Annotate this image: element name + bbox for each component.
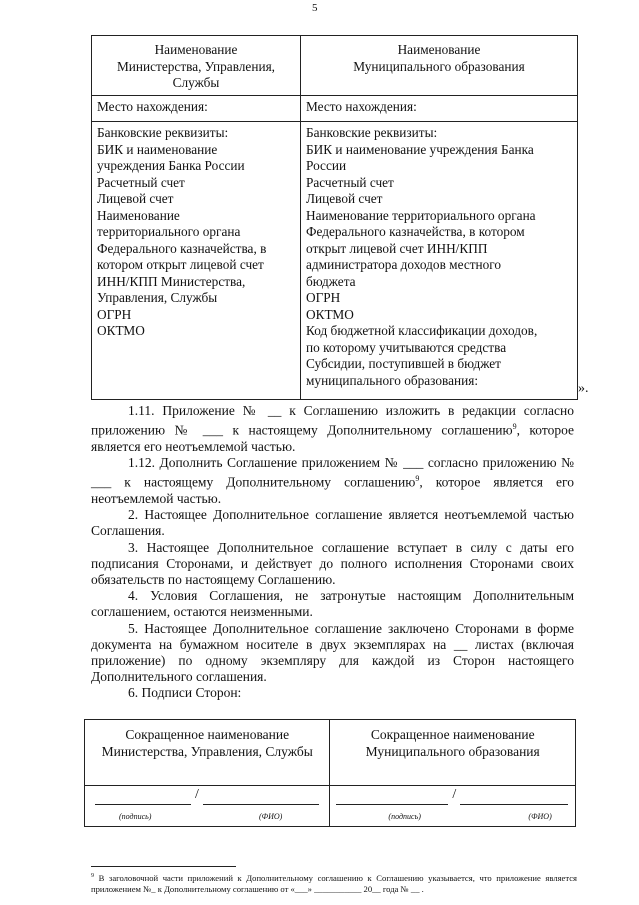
ministry-header-cell: Наименование Министерства, Управления, Службы bbox=[92, 36, 301, 96]
municipality-header-cell: Наименование Муниципального образования bbox=[301, 36, 578, 96]
signature-slash: / bbox=[452, 787, 457, 802]
signature-caption: (подпись) bbox=[388, 812, 421, 821]
footnote-ref: 9 bbox=[415, 474, 420, 484]
footnote-text: В заголовочной части приложений к Дополнительному соглашению к Соглашению указывается, что приложение является приложением №_ к Дополнительному соглашению от «___» ___________ 20__ года № __ . bbox=[91, 872, 577, 894]
municipality-address-cell: Место нахождения: bbox=[301, 96, 578, 122]
ministry-address-cell: Место нахождения: bbox=[92, 96, 301, 122]
municipality-short-name-cell: Сокращенное наименование Муниципального образования bbox=[330, 720, 576, 786]
signature-caption: (подпись) bbox=[119, 812, 152, 821]
clause-6: 6. Подписи Сторон: bbox=[128, 685, 242, 701]
footnote-separator bbox=[91, 866, 236, 867]
clause-4: 4. Условия Соглашения, не затронутые настоящим Дополнительным соглашением, остаются неизменными. bbox=[91, 588, 574, 620]
clause-5: 5. Настоящее Дополнительное соглашение заключено Сторонами в форме документа на бумажном носителе в двух экземплярах на __ листах (включая приложение) по одному экземпляру для каждой из Сторон настоящего Дополнительного соглашения. bbox=[91, 620, 574, 685]
fio-caption: (ФИО) bbox=[528, 812, 552, 821]
signature-table bbox=[84, 719, 576, 827]
municipality-signature-cell bbox=[330, 786, 576, 827]
signature-slash: / bbox=[195, 787, 199, 802]
fio-line bbox=[203, 790, 319, 805]
signature-line bbox=[336, 790, 448, 805]
requisites-table bbox=[91, 35, 578, 400]
clause-3: 3. Настоящее Дополнительное соглашение вступает в силу с даты его подписания Сторонами, и действует до полного исполнения Сторонами своих обязательств по настоящему Соглашению. bbox=[91, 539, 574, 588]
footnote bbox=[91, 871, 577, 895]
fio-line bbox=[460, 790, 568, 805]
footnote-ref: 9 bbox=[512, 422, 517, 432]
clause-2: 2. Настоящее Дополнительное соглашение является неотъемлемой частью Соглашения. bbox=[91, 507, 574, 539]
clauses-body bbox=[91, 403, 574, 702]
ministry-short-name-cell: Сокращенное наименование Министерства, Управления, Службы bbox=[85, 720, 330, 786]
page-number: 5 bbox=[312, 2, 318, 14]
ministry-bank-details-cell: Банковские реквизиты: БИК и наименование учреждения Банка России Расчетный счет Лицевой счет Наименование территориального органа Федерального казначейства, в котором открыт лицевой счет ИНН/КПП Министерства, Управления, Службы ОГРН ОКТМО bbox=[92, 122, 301, 400]
ministry-signature-cell bbox=[85, 786, 330, 827]
signature-line bbox=[95, 790, 191, 805]
fio-caption: (ФИО) bbox=[259, 812, 283, 821]
clause-1-12: 1.12. Дополнить Соглашение приложением № ___ согласно приложению № ___ к настоящему Дополнительному соглашению$^9$, которое является его неотъемлемой частью. bbox=[91, 455, 574, 507]
clause-1-11: 1.11. Приложение № __ к Соглашению изложить в редакции согласно приложению № ___ к настоящему Дополнительному соглашению$^9$, которое является его неотъемлемой частью. bbox=[91, 403, 574, 454]
municipality-bank-details-cell: Банковские реквизиты: БИК и наименование учреждения Банка России Расчетный счет Лицевой счет Наименование территориального органа Федерального казначейства, в котором открыт лицевой счет ИНН/КПП администратора доходов местного бюджета ОГРН ОКТМО Код бюджетной классификации доходов, по которому учитываются средства Субсидии, поступившей в бюджет муниципального образования: bbox=[301, 122, 578, 400]
closing-quote: ». bbox=[578, 381, 589, 396]
footnote-mark: 9 bbox=[91, 873, 94, 879]
